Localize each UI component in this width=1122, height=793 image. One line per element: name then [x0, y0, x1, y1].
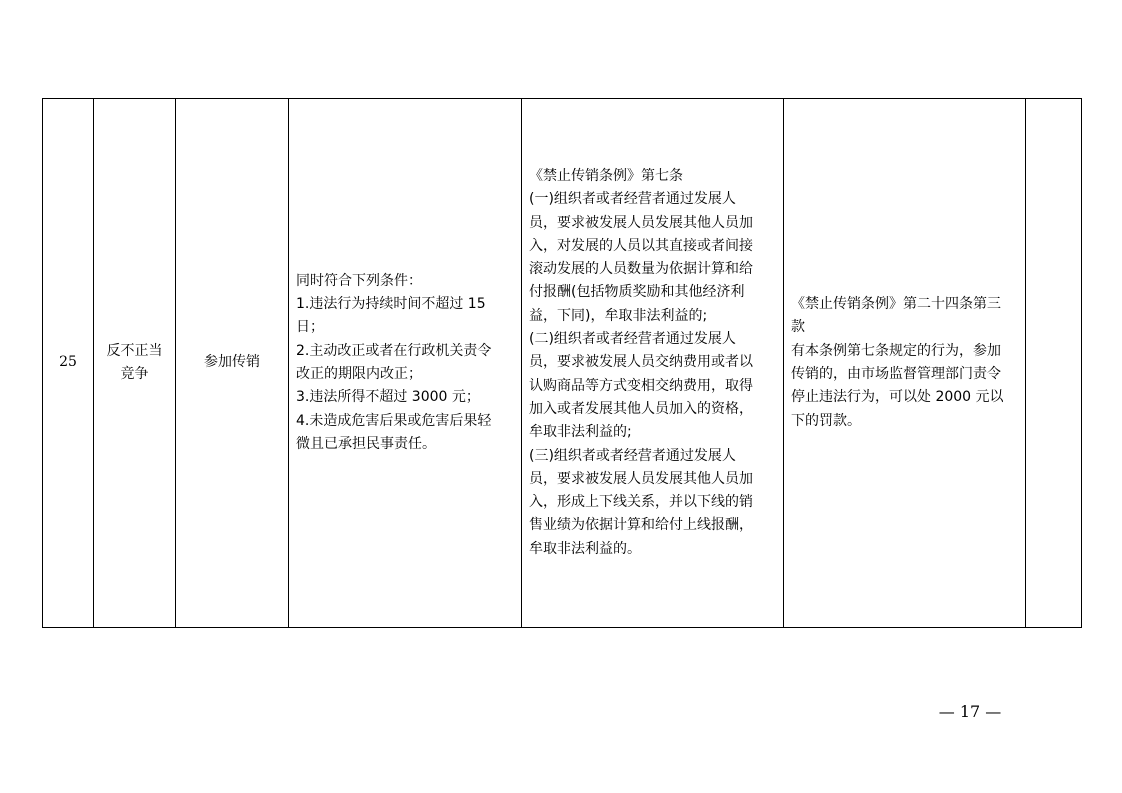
violated-provision-text: 《禁止传销条例》第七条 (一)组织者或者经营者通过发展人 员，要求被发展人员发展其他人员加 入，对发展的人员以其直接或者间接 滚动发展的人员数量为依据计算和给 付报酬(包括物质奖励和其他经济利 益，下同)，牟取非法利益的; (二)组织者或者经营者通过发展人 员，要求被发展人员交纳费用或者以 认购商品等方式变相交纳费用，取得 加入或者发展其他人员加入的资格， 牟取非法利益的; (三)组织者或者经营者通过发展人 员，要求被发展人员发展其他人员加 入，形成上下线关系，并以下线的销 售业绩为依据计算和给付上线报酬， 牟取非法利益的。 — [529, 167, 753, 557]
penalty-provision-cell — [784, 99, 1026, 628]
row-number: 25 — [59, 354, 77, 371]
category-cell — [94, 99, 176, 628]
regulation-table — [42, 98, 1082, 628]
remarks-cell — [1026, 99, 1082, 628]
item-cell — [176, 99, 289, 628]
item-text: 参加传销 — [204, 354, 260, 371]
violated-provision-cell — [522, 99, 784, 628]
category-text: 反不正当 竞争 — [106, 342, 163, 382]
penalty-provision-text: 《禁止传销条例》第二十四条第三 款 有本条例第七条规定的行为，参加 传销的，由市场监督管理部门责令 停止违法行为，可以处 2000 元以 下的罚款。 — [791, 296, 1004, 429]
page-number: — 17 — — [938, 702, 1002, 721]
row-number-cell — [43, 99, 94, 628]
table-row — [43, 99, 1082, 628]
conditions-cell — [289, 99, 522, 628]
conditions-text: 同时符合下列条件： 1.违法行为持续时间不超过 15 日； 2.主动改正或者在行政机关责令 改正的期限内改正； 3.违法所得不超过 3000 元； 4.未造成危害后果或危害后果轻 微且已承担民事责任。 — [296, 272, 492, 452]
